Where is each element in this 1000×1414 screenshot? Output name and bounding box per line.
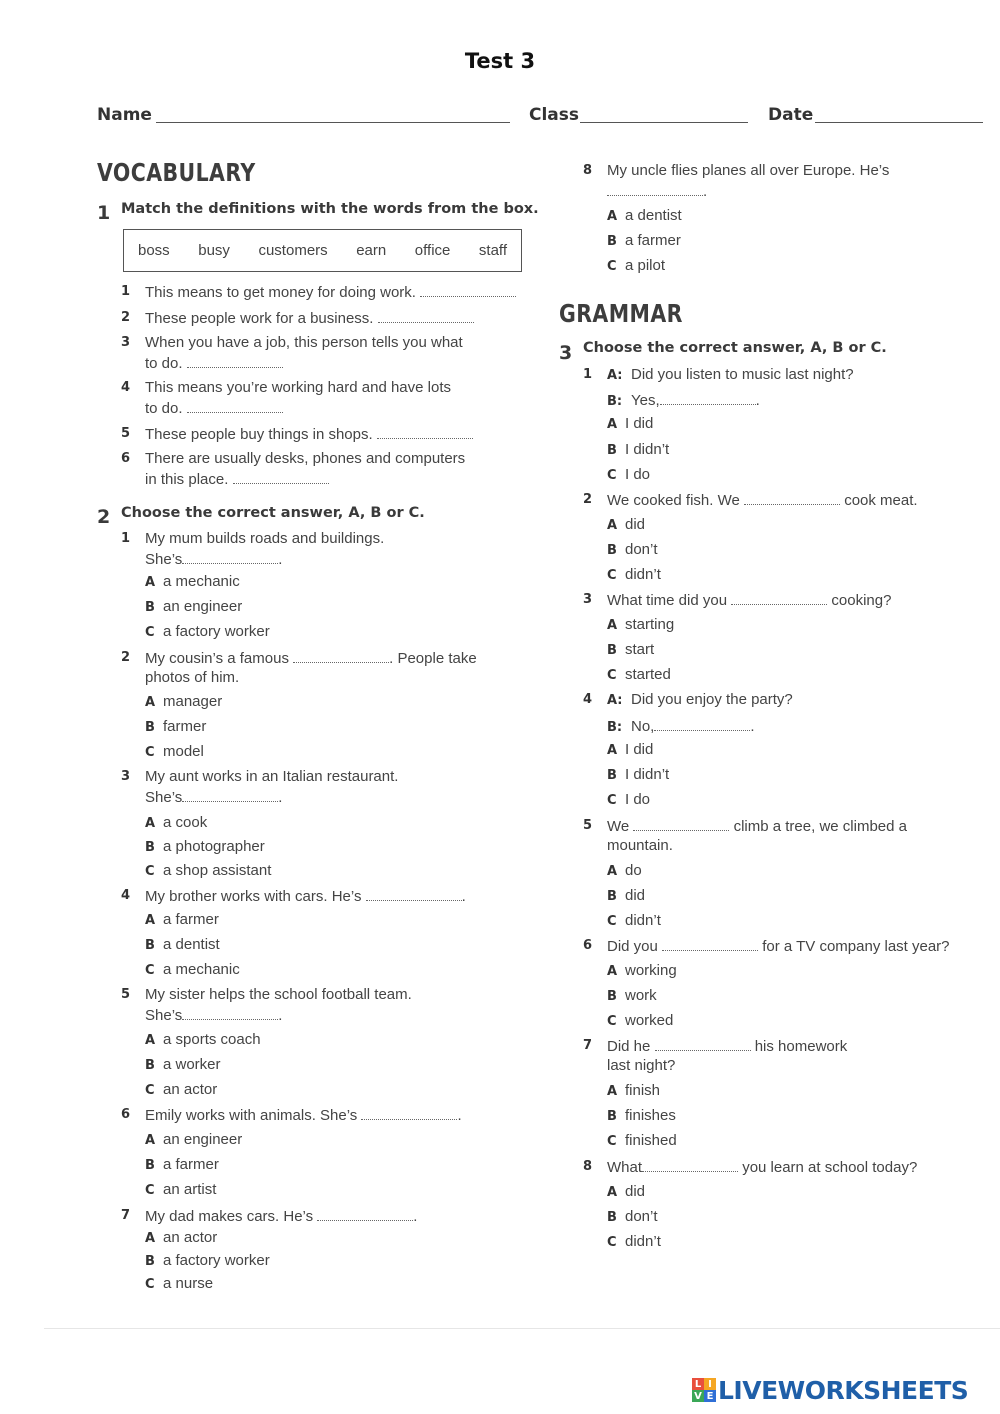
exercise-1-instruction: Match the definitions with the words from the box. [121, 201, 539, 217]
item-number: 4 [583, 692, 593, 707]
option-a[interactable]: A a farmer [145, 911, 219, 928]
item-number: 3 [121, 335, 131, 350]
option-a[interactable]: A I did [607, 415, 654, 432]
definition-item-cont: to do. [145, 399, 283, 418]
item-number: 8 [583, 163, 593, 178]
item-number: 5 [121, 987, 131, 1002]
item-number: 2 [121, 310, 131, 325]
option-a[interactable]: A working [607, 962, 677, 979]
item-number: 4 [121, 888, 131, 903]
answer-blank[interactable] [378, 309, 474, 323]
question-text: Did you for a TV company last year? [607, 938, 950, 955]
vocabulary-heading: VOCABULARY [97, 158, 256, 187]
answer-blank[interactable] [377, 425, 473, 439]
option-a[interactable]: A did [607, 516, 646, 533]
page-title: Test 3 [464, 49, 536, 73]
option-c[interactable]: C finished [607, 1132, 677, 1149]
definition-item: This means you’re working hard and have lots [145, 379, 451, 396]
liveworksheets-logo[interactable] [692, 1376, 968, 1404]
answer-blank[interactable] [660, 391, 756, 405]
question-text: Emily works with animals. She’s . [145, 1107, 462, 1124]
question-text-cont: She’s . [145, 551, 283, 568]
answer-blank[interactable] [317, 1207, 413, 1221]
word-box-item: office [414, 242, 451, 259]
word-box [123, 229, 522, 272]
option-c[interactable]: C a mechanic [145, 961, 240, 978]
answer-blank[interactable] [366, 887, 462, 901]
option-c[interactable]: C a pilot [607, 257, 666, 274]
option-a[interactable]: A manager [145, 693, 223, 710]
answer-blank[interactable] [187, 354, 283, 368]
answer-blank[interactable] [182, 1006, 278, 1020]
option-c[interactable]: C I do [607, 791, 651, 808]
logo-tile: L [692, 1378, 704, 1390]
option-c[interactable]: C an artist [145, 1181, 217, 1198]
question-text-cont: B: No, . [607, 718, 755, 735]
date-field[interactable] [815, 122, 983, 123]
option-a[interactable]: A a sports coach [145, 1031, 261, 1048]
question-text: My dad makes cars. He’s . [145, 1208, 418, 1225]
option-c[interactable]: C didn’t [607, 566, 661, 583]
logo-text: LIVEWORKSHEETS [718, 1375, 969, 1405]
option-a[interactable]: A an actor [145, 1229, 218, 1246]
word-box-item: earn [356, 242, 387, 259]
question-text-cont: B: Yes, . [607, 392, 760, 409]
item-number: 6 [121, 1107, 131, 1122]
option-a[interactable]: A finish [607, 1082, 661, 1099]
name-label: Name [97, 105, 152, 125]
liveworksheets-icon [692, 1378, 716, 1402]
definition-item-cont: in this place. [145, 470, 329, 489]
option-b[interactable]: B a farmer [607, 232, 681, 249]
item-number: 4 [121, 380, 131, 395]
option-c[interactable]: C a factory worker [145, 623, 270, 640]
question-text-cont: She’s . [145, 789, 283, 806]
item-number: 6 [583, 938, 593, 953]
option-b[interactable]: B don’t [607, 541, 658, 558]
item-number: 1 [121, 284, 131, 299]
question-text: My cousin’s a famous . People take [145, 650, 477, 667]
question-text-cont: mountain. [607, 837, 673, 854]
item-number: 1 [583, 367, 593, 382]
word-box-item: boss [138, 242, 170, 259]
question-text: A: Did you listen to music last night? [607, 366, 854, 383]
option-a[interactable]: A I did [607, 741, 654, 758]
answer-blank[interactable] [607, 182, 703, 196]
option-b[interactable]: B start [607, 641, 655, 658]
option-b[interactable]: B don’t [607, 1208, 658, 1225]
item-number: 7 [121, 1208, 131, 1223]
definition-item: These people work for a business. [145, 309, 474, 328]
question-text: We climb a tree, we climbed a [607, 818, 907, 835]
answer-blank[interactable] [744, 491, 840, 505]
option-a[interactable]: A a cook [145, 814, 208, 831]
item-number: 3 [121, 769, 131, 784]
item-number: 5 [583, 818, 593, 833]
option-b[interactable]: B a factory worker [145, 1252, 270, 1269]
date-label: Date [768, 105, 814, 125]
question-text: My uncle flies planes all over Europe. He’s [607, 162, 890, 179]
question-text-cont: She’s . [145, 1007, 283, 1024]
logo-tile: E [704, 1390, 716, 1402]
option-b[interactable]: B a photographer [145, 838, 265, 855]
question-text: A: Did you enjoy the party? [607, 691, 793, 708]
option-c[interactable]: C worked [607, 1012, 674, 1029]
answer-blank[interactable] [293, 649, 389, 663]
class-field[interactable] [580, 122, 748, 123]
option-b[interactable]: B I didn’t [607, 766, 670, 783]
answer-blank[interactable] [420, 283, 516, 297]
item-number: 2 [121, 650, 131, 665]
answer-blank[interactable] [662, 937, 758, 951]
item-number: 8 [583, 1159, 593, 1174]
option-c[interactable]: C I do [607, 466, 651, 483]
definition-item-cont: to do. [145, 354, 283, 373]
exercise-2-instruction: Choose the correct answer, A, B or C. [121, 505, 425, 521]
exercise-1-number: 1 [97, 202, 111, 224]
class-label: Class [529, 105, 580, 125]
option-a[interactable]: A starting [607, 616, 675, 633]
item-number: 1 [121, 531, 131, 546]
question-text: We cooked fish. We cook meat. [607, 492, 918, 509]
item-number: 3 [583, 592, 593, 607]
question-text: My sister helps the school football team. [145, 986, 412, 1003]
question-text: What you learn at school today? [607, 1159, 918, 1176]
answer-blank[interactable] [182, 788, 278, 802]
name-field[interactable] [156, 122, 510, 123]
option-b[interactable]: B finishes [607, 1107, 676, 1124]
definition-item: This means to get money for doing work. [145, 283, 516, 302]
option-c[interactable]: C an actor [145, 1081, 218, 1098]
option-a[interactable]: A did [607, 1183, 646, 1200]
definition-item: There are usually desks, phones and computers [145, 450, 466, 467]
question-text: My mum builds roads and buildings. [145, 530, 385, 547]
answer-blank[interactable] [633, 817, 729, 831]
option-c[interactable]: C didn’t [607, 912, 661, 929]
footer-divider [44, 1328, 1000, 1329]
word-box-item: busy [198, 242, 230, 259]
answer-blank[interactable] [642, 1158, 738, 1172]
option-b[interactable]: B a dentist [145, 936, 220, 953]
item-number: 5 [121, 426, 131, 441]
question-text: My brother works with cars. He’s . [145, 888, 466, 905]
answer-blank[interactable] [731, 591, 827, 605]
option-b[interactable]: B farmer [145, 718, 207, 735]
exercise-2-number: 2 [97, 506, 111, 528]
option-c[interactable]: C started [607, 666, 671, 683]
option-b[interactable]: B work [607, 987, 657, 1004]
option-b[interactable]: B an engineer [145, 598, 243, 615]
item-number: 7 [583, 1038, 593, 1053]
question-text: What time did you cooking? [607, 592, 892, 609]
word-box-item: staff [478, 242, 507, 259]
definition-item: These people buy things in shops. [145, 425, 473, 444]
answer-blank[interactable] [187, 399, 283, 413]
answer-blank[interactable] [654, 717, 750, 731]
answer-blank[interactable] [182, 550, 278, 564]
option-c[interactable]: C model [145, 743, 204, 760]
question-text: Did he his homework [607, 1038, 848, 1055]
question-text: My aunt works in an Italian restaurant. [145, 768, 399, 785]
question-text-cont: last night? [607, 1057, 676, 1074]
option-b[interactable]: B a farmer [145, 1156, 219, 1173]
answer-blank[interactable] [233, 470, 329, 484]
grammar-heading: GRAMMAR [559, 299, 683, 328]
answer-blank[interactable] [361, 1106, 457, 1120]
exercise-3-instruction: Choose the correct answer, A, B or C. [583, 340, 887, 356]
item-number: 2 [583, 492, 593, 507]
option-b[interactable]: B a worker [145, 1056, 221, 1073]
option-b[interactable]: B did [607, 887, 646, 904]
option-c[interactable]: C didn’t [607, 1233, 661, 1250]
option-c[interactable]: C a nurse [145, 1275, 214, 1292]
option-c[interactable]: C a shop assistant [145, 862, 272, 879]
option-b[interactable]: B I didn’t [607, 441, 670, 458]
option-a[interactable]: A do [607, 862, 642, 879]
item-number: 6 [121, 451, 131, 466]
definition-item: When you have a job, this person tells you what [145, 334, 463, 351]
exercise-3-number: 3 [559, 342, 573, 364]
word-box-item: customers [258, 242, 328, 259]
question-text-cont: . [607, 182, 707, 201]
option-a[interactable]: A an engineer [145, 1131, 243, 1148]
option-a[interactable]: A a mechanic [145, 573, 240, 590]
question-text-cont: photos of him. [145, 669, 240, 686]
logo-tile: I [704, 1378, 716, 1390]
logo-tile: V [692, 1390, 704, 1402]
option-a[interactable]: A a dentist [607, 207, 682, 224]
answer-blank[interactable] [655, 1037, 751, 1051]
